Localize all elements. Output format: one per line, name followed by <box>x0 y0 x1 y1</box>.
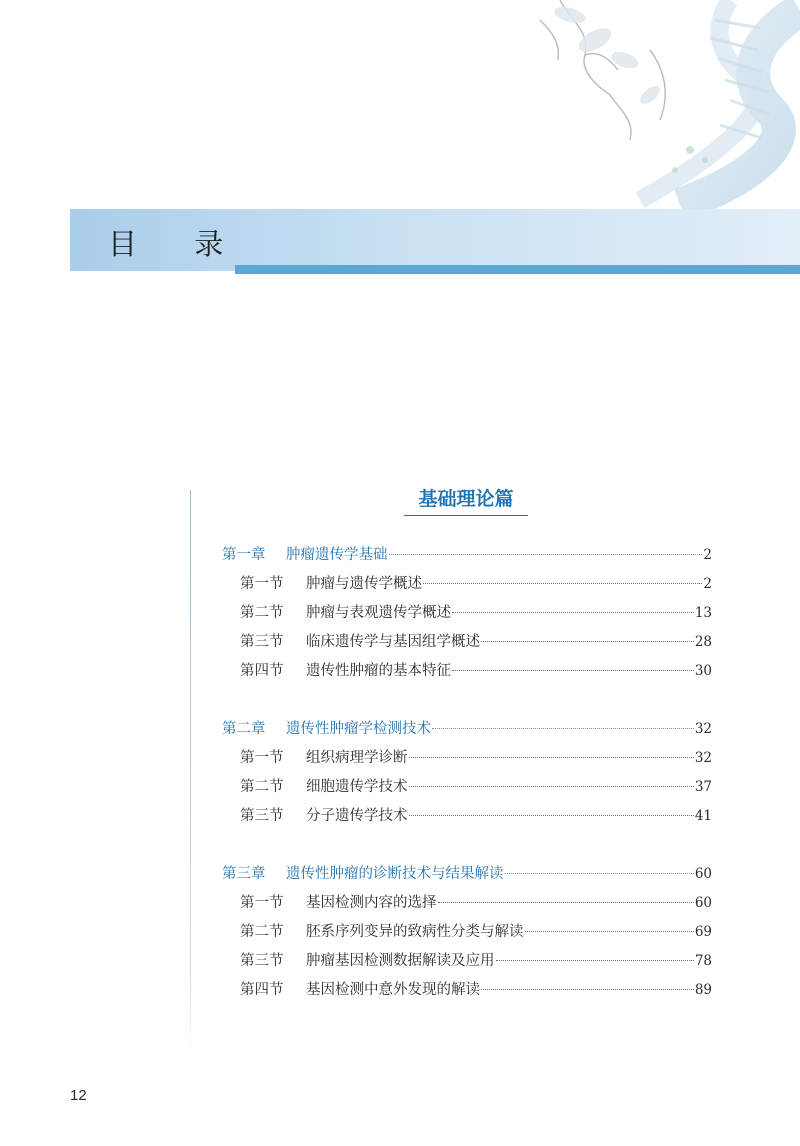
toc-left-rule <box>190 490 191 1055</box>
leader-dots <box>389 554 703 555</box>
section-title: 分子遗传学技术 <box>306 808 408 824</box>
section-title: 肿瘤与表观遗传学概述 <box>306 605 451 621</box>
toc-chapter-1[interactable] <box>222 543 712 572</box>
part-title <box>404 484 528 516</box>
page-number: 12 <box>70 1087 87 1104</box>
section-title: 基因检测内容的选择 <box>306 895 437 911</box>
page-ref: 32 <box>694 750 712 766</box>
chapter-number: 第一章 <box>222 547 266 563</box>
chapter-gap <box>222 833 712 862</box>
toc-section[interactable] <box>222 891 712 920</box>
page-title: 目 录 <box>108 227 248 261</box>
section-title: 肿瘤与遗传学概述 <box>306 576 422 592</box>
section-number: 第四节 <box>240 982 284 998</box>
section-number: 第一节 <box>240 750 284 766</box>
toc-section[interactable] <box>222 659 712 688</box>
leader-dots <box>452 612 694 613</box>
toc-chapter-2[interactable] <box>222 717 712 746</box>
toc-section[interactable] <box>222 804 712 833</box>
section-title: 组织病理学诊断 <box>306 750 408 766</box>
toc-section[interactable] <box>222 630 712 659</box>
page-ref: 78 <box>694 953 712 969</box>
leader-dots <box>432 728 694 729</box>
leader-dots <box>423 583 702 584</box>
chapter-title: 遗传性肿瘤的诊断技术与结果解读 <box>286 866 504 882</box>
toc-section[interactable] <box>222 978 712 1007</box>
part-title-underline <box>404 515 528 516</box>
dna-helix-illustration <box>500 0 800 215</box>
chapter-number: 第三章 <box>222 866 266 882</box>
leader-dots <box>452 670 694 671</box>
section-number: 第一节 <box>240 576 284 592</box>
toc-section[interactable] <box>222 949 712 978</box>
page-ref: 60 <box>694 866 712 882</box>
section-title: 遗传性肿瘤的基本特征 <box>306 663 451 679</box>
section-number: 第一节 <box>240 895 284 911</box>
section-title: 基因检测中意外发现的解读 <box>306 982 480 998</box>
toc-section[interactable] <box>222 572 712 601</box>
page-ref: 41 <box>694 808 712 824</box>
chapter-title: 肿瘤遗传学基础 <box>286 547 388 563</box>
page-ref: 37 <box>694 779 712 795</box>
title-accent-bar <box>235 265 800 274</box>
chapter-title: 遗传性肿瘤学检测技术 <box>286 721 431 737</box>
section-number: 第二节 <box>240 779 284 795</box>
section-number: 第三节 <box>240 634 284 650</box>
section-title: 胚系序列变异的致病性分类与解读 <box>306 924 524 940</box>
toc-section[interactable] <box>222 601 712 630</box>
leader-dots <box>481 989 694 990</box>
section-title: 临床遗传学与基因组学概述 <box>306 634 480 650</box>
section-number: 第三节 <box>240 808 284 824</box>
section-title: 细胞遗传学技术 <box>306 779 408 795</box>
page-ref: 89 <box>694 982 712 998</box>
leader-dots <box>438 902 694 903</box>
toc-section[interactable] <box>222 775 712 804</box>
page-ref: 69 <box>694 924 712 940</box>
page-ref: 28 <box>694 634 712 650</box>
section-title: 肿瘤基因检测数据解读及应用 <box>306 953 495 969</box>
leader-dots <box>525 931 694 932</box>
section-number: 第二节 <box>240 605 284 621</box>
leader-dots <box>409 815 694 816</box>
page-ref: 60 <box>694 895 712 911</box>
toc-section[interactable] <box>222 746 712 775</box>
table-of-contents <box>222 543 712 1007</box>
leader-dots <box>481 641 694 642</box>
leader-dots <box>409 757 694 758</box>
page-ref: 32 <box>694 721 712 737</box>
chapter-gap <box>222 688 712 717</box>
leader-dots <box>505 873 694 874</box>
page-ref: 2 <box>703 547 712 563</box>
section-number: 第二节 <box>240 924 284 940</box>
page-ref: 13 <box>694 605 712 621</box>
section-number: 第三节 <box>240 953 284 969</box>
section-number: 第四节 <box>240 663 284 679</box>
leader-dots <box>409 786 694 787</box>
chapter-number: 第二章 <box>222 721 266 737</box>
leader-dots <box>496 960 694 961</box>
toc-section[interactable] <box>222 920 712 949</box>
part-title-text: 基础理论篇 <box>418 488 514 510</box>
page-ref: 30 <box>694 663 712 679</box>
page-ref: 2 <box>703 576 712 592</box>
toc-chapter-3[interactable] <box>222 862 712 891</box>
